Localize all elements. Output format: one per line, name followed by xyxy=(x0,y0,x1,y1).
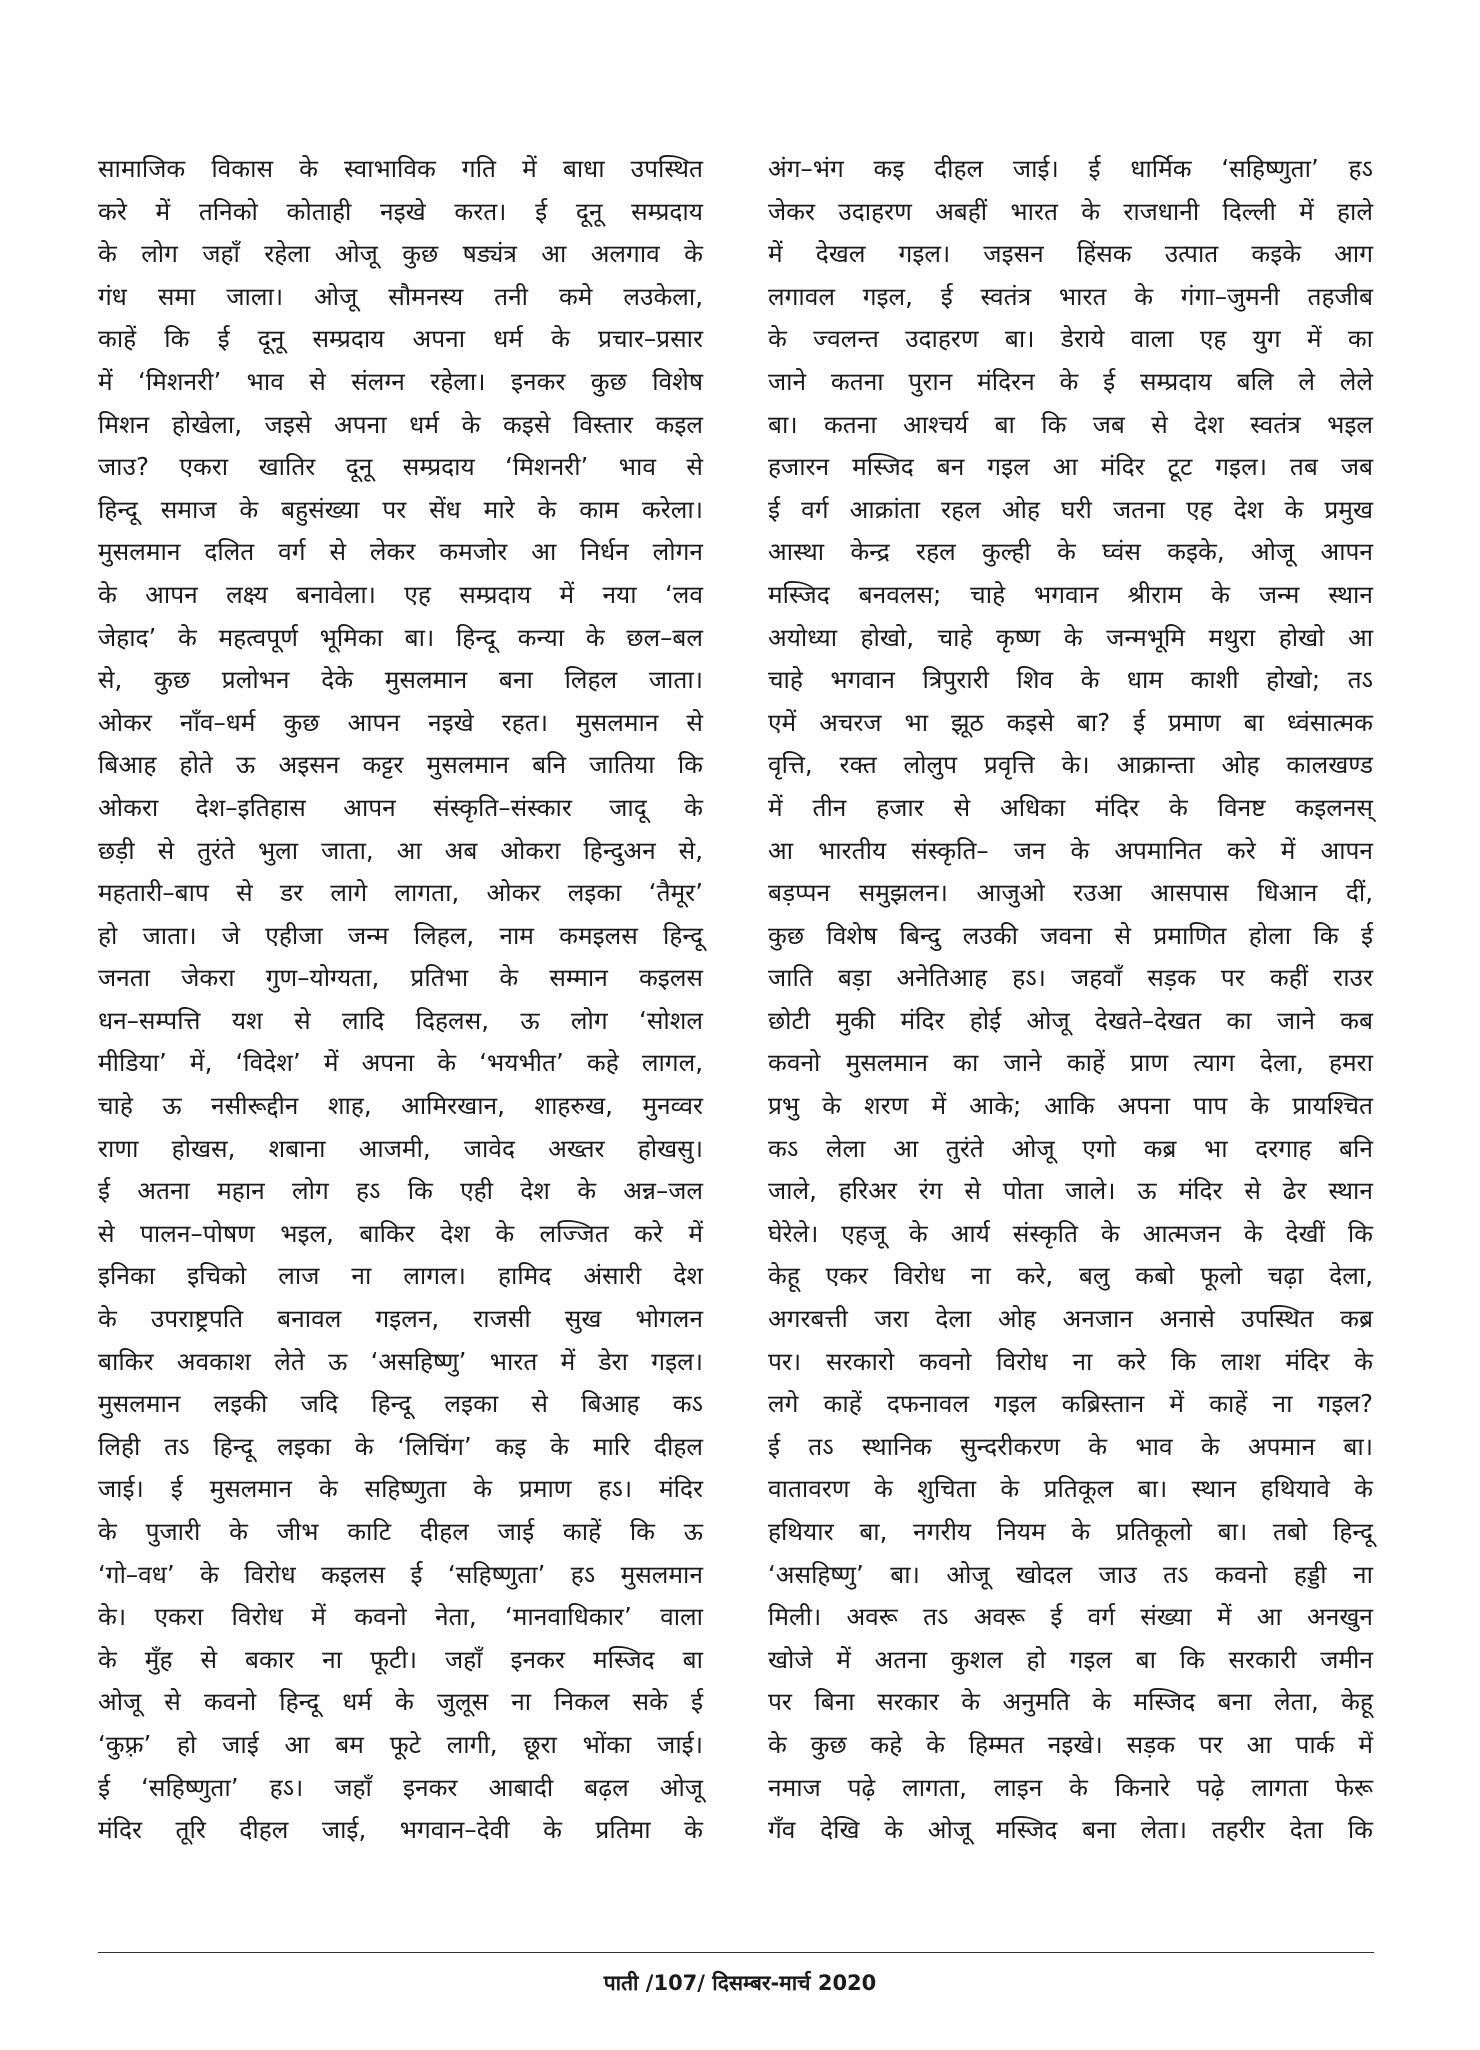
text-line: वृत्ति, रक्त लोलुप प्रवृत्ति के। आक्रान्ता ओह कालखण्ड xyxy=(768,750,1373,780)
text-line: इनिका इचिको लाज ना लागल। हामिद अंसारी देश xyxy=(98,1261,703,1291)
text-line: में देखल गइल। जइसन हिंसक उत्पात कइके आग xyxy=(768,239,1373,269)
text-line: लगे काहें दफनावल गइल कब्रिस्तान में काहें ना गइल? xyxy=(768,1389,1373,1419)
text-line: राणा होखस, शबाना आजमी, जावेद अख्तर होखसु। xyxy=(98,1133,703,1163)
text-line: ओकरा देश–इतिहास आपन संस्कृति–संस्कार जादू के xyxy=(98,792,703,822)
text-line: से पालन–पोषण भइल, बाकिर देश के लज्जित करे में xyxy=(98,1218,703,1248)
text-line: नमाज पढ़े लागता, लाइन के किनारे पढ़े लागता फेरू xyxy=(768,1772,1373,1802)
text-line: जेकर उदाहरण अबहीं भारत के राजधानी दिल्ली में हाले xyxy=(768,196,1373,226)
text-line: काहें कि ई दूनू सम्प्रदाय अपना धर्म के प्रचार–प्रसार xyxy=(98,324,703,354)
text-line: मंदिर तूरि दीहल जाई, भगवान–देवी के प्रतिमा के xyxy=(98,1815,703,1845)
text-line: आस्था केन्द्र रहल कुल्ही के घ्वंस कइके, ओजू आपन xyxy=(768,537,1373,567)
text-line: पर बिना सरकार के अनुमति के मस्जिद बना लेता, केहू xyxy=(768,1687,1373,1717)
text-line: चाहे भगवान त्रिपुरारी शिव के धाम काशी होखो; तऽ xyxy=(768,665,1373,695)
text-line: छड़ी से तुरंते भुला जाता, आ अब ओकरा हिन्दुअन से, xyxy=(98,835,703,865)
text-line: कुछ विशेष बिन्दु लउकी जवना से प्रमाणित होला कि ई xyxy=(768,920,1373,950)
text-line: प्रभु के शरण में आके; आकि अपना पाप के प्रायश्चित xyxy=(768,1091,1373,1121)
text-line: छोटी मुकी मंदिर होई ओजू देखते–देखत का जाने कब xyxy=(768,1005,1373,1035)
text-line: घेरेले। एहजू के आर्य संस्कृति के आत्मजन के देखीं कि xyxy=(768,1218,1373,1248)
text-line: के कुछ कहे के हिम्मत नइखे। सड़क पर आ पार्क में xyxy=(768,1729,1373,1759)
text-line: आ भारतीय संस्कृति– जन के अपमानित करे में आपन xyxy=(768,835,1373,865)
text-line: कवनो मुसलमान का जाने काहें प्राण त्याग देला, हमरा xyxy=(768,1048,1373,1078)
footer-divider xyxy=(98,1952,1374,1953)
text-line: जेहाद’ के महत्वपूर्ण भूमिका बा। हिन्दू कन्या के छल–बल xyxy=(98,622,703,652)
right-text-column xyxy=(768,148,1373,1852)
text-line: ‘गो–वध’ के विरोध कइलस ई ‘सहिष्णुता’ हऽ मुसलमान xyxy=(98,1559,703,1589)
text-line: जनता जेकरा गुण–योग्यता, प्रतिभा के सम्मान कइलस xyxy=(98,963,703,993)
text-line: में तीन हजार से अधिका मंदिर के विनष्ट कइलनस् xyxy=(768,792,1373,822)
text-line: एमें अचरज भा झूठ कइसे बा? ई प्रमाण बा ध्वंसात्मक xyxy=(768,707,1373,737)
text-line: जाने कतना पुरान मंदिरन के ई सम्प्रदाय बलि ले लेले xyxy=(768,366,1373,396)
text-line: चाहे ऊ नसीरूद्दीन शाह, आमिरखान, शाहरुख, मुनव्वर xyxy=(98,1091,703,1121)
text-line: के लोग जहाँ रहेला ओजू कुछ षड्यंत्र आ अलगाव के xyxy=(98,239,703,269)
text-line: ई तऽ स्थानिक सुन्दरीकरण के भाव के अपमान बा। xyxy=(768,1431,1373,1461)
text-line: अयोध्या होखो, चाहे कृष्ण के जन्मभूमि मथुरा होखो आ xyxy=(768,622,1373,652)
text-line: वातावरण के शुचिता के प्रतिकूल बा। स्थान हथियावे के xyxy=(768,1474,1373,1504)
text-line: मिली। अवरू तऽ अवरू ई वर्ग संख्या में आ अनखुन xyxy=(768,1602,1373,1632)
text-line: हजारन मस्जिद बन गइल आ मंदिर टूट गइल। तब जब xyxy=(768,452,1373,482)
text-line: लिही तऽ हिन्दू लइका के ‘लिचिंग’ कइ के मारि दीहल xyxy=(98,1431,703,1461)
text-line: मुसलमान दलित वर्ग से लेकर कमजोर आ निर्धन लोगन xyxy=(98,537,703,567)
text-line: जाति बड़ा अनेतिआह हऽ। जहवाँ सड़क पर कहीं राउर xyxy=(768,963,1373,993)
text-line: जाई। ई मुसलमान के सहिष्णुता के प्रमाण हऽ। मंदिर xyxy=(98,1474,703,1504)
text-line: के आपन लक्ष्य बनावेला। एह सम्प्रदाय में नया ‘लव xyxy=(98,579,703,609)
text-line: के ज्वलन्त उदाहरण बा। डेराये वाला एह युग में का xyxy=(768,324,1373,354)
text-line: ई वर्ग आक्रांता रहल ओह घरी जतना एह देश के प्रमुख xyxy=(768,494,1373,524)
text-line: बाकिर अवकाश लेते ऊ ‘असहिष्णु’ भारत में डेरा गइल। xyxy=(98,1346,703,1376)
text-line: मस्जिद बनवलस; चाहे भगवान श्रीराम के जन्म स्थान xyxy=(768,579,1373,609)
text-line: हो जाता। जे एहीजा जन्म लिहल, नाम कमइलस हिन्दू xyxy=(98,920,703,950)
text-line: जाले, हरिअर रंग से पोता जाले। ऊ मंदिर से ढेर स्थान xyxy=(768,1176,1373,1206)
text-line: के मुँह से बकार ना फूटी। जहाँ इनकर मस्जिद बा xyxy=(98,1644,703,1674)
text-line: के। एकरा विरोध में कवनो नेता, ‘मानवाधिकार’ वाला xyxy=(98,1602,703,1632)
text-line: बिआह होते ऊ अइसन कट्टर मुसलमान बनि जातिया कि xyxy=(98,750,703,780)
text-line: धन–सम्पत्ति यश से लादि दिहलस, ऊ लोग ‘सोशल xyxy=(98,1005,703,1035)
text-line: मिशन होखेला, जइसे अपना धर्म के कइसे विस्तार कइल xyxy=(98,409,703,439)
text-line: ‘असहिष्णु’ बा। ओजू खोदल जाउ तऽ कवनो हड्डी ना xyxy=(768,1559,1373,1589)
left-text-column xyxy=(98,148,703,1852)
text-line: महतारी–बाप से डर लागे लागता, ओकर लइका ‘तैमूर’ xyxy=(98,878,703,908)
text-line: पर। सरकारो कवनो विरोध ना करे कि लाश मंदिर के xyxy=(768,1346,1373,1376)
page-footer: पाती /107/ दिसम्बर-मार्च 2020 xyxy=(603,1971,877,1995)
text-line: लगावल गइल, ई स्वतंत्र भारत के गंगा–जुमनी तहजीब xyxy=(768,281,1373,311)
text-line: से, कुछ प्रलोभन देके मुसलमान बना लिहल जाता। xyxy=(98,665,703,695)
text-line: ई अतना महान लोग हऽ कि एही देश के अन्न–जल xyxy=(98,1176,703,1206)
text-line: केहू एकर विरोध ना करे, बलु कबो फूलो चढ़ा देला, xyxy=(768,1261,1373,1291)
text-line: अगरबत्ती जरा देला ओह अनजान अनासे उपस्थित कब्र xyxy=(768,1304,1373,1334)
text-line: हिन्दू समाज के बहुसंख्या पर सेंध मारे के काम करेला। xyxy=(98,494,703,524)
text-line: जाउ? एकरा खातिर दूनू सम्प्रदाय ‘मिशनरी’ भाव से xyxy=(98,452,703,482)
text-line: बड़प्पन समुझलन। आजुओ रउआ आसपास धिआन दीं, xyxy=(768,878,1373,908)
text-line: गंध समा जाला। ओजू सौमनस्य तनी कमे लउकेला, xyxy=(98,281,703,311)
text-line: अंग–भंग कइ दीहल जाई। ई धार्मिक ‘सहिष्णुता’ हऽ xyxy=(768,154,1373,183)
text-line: गँव देखि के ओजू मस्जिद बना लेता। तहरीर देता कि xyxy=(768,1815,1373,1845)
text-line: सामाजिक विकास के स्वाभाविक गति में बाधा उपस्थित xyxy=(98,154,703,183)
text-line: के उपराष्ट्रपति बनावल गइलन, राजसी सुख भोगलन xyxy=(98,1304,703,1334)
text-line: मुसलमान लइकी जदि हिन्दू लइका से बिआह कऽ xyxy=(98,1389,703,1419)
text-line: ‘कुफ़्र’ हो जाई आ बम फूटे लागी, छूरा भोंका जाई। xyxy=(98,1729,703,1759)
text-line: हथियार बा, नगरीय नियम के प्रतिकूलो बा। तबो हिन्दू xyxy=(768,1517,1373,1546)
text-line: में ‘मिशनरी’ भाव से संलग्न रहेला। इनकर कुछ विशेष xyxy=(98,366,703,396)
text-line: ओजू से कवनो हिन्दू धर्म के जुलूस ना निकल सके ई xyxy=(98,1687,703,1717)
text-line: बा। कतना आश्चर्य बा कि जब से देश स्वतंत्र भइल xyxy=(768,409,1373,439)
text-line: कऽ लेला आ तुरंते ओजू एगो कब्र भा दरगाह बनि xyxy=(768,1133,1373,1163)
text-line: के पुजारी के जीभ काटि दीहल जाई काहें कि ऊ xyxy=(98,1517,703,1546)
text-line: खोजे में अतना कुशल हो गइल बा कि सरकारी जमीन xyxy=(768,1644,1373,1674)
text-line: करे में तनिको कोताही नइखे करत। ई दूनू सम्प्रदाय xyxy=(98,196,703,226)
text-line: ई ‘सहिष्णुता’ हऽ। जहाँ इनकर आबादी बढ़ल ओजू xyxy=(98,1772,703,1802)
text-line: मीडिया’ में, ‘विदेश’ में अपना के ‘भयभीत’ कहे लागल, xyxy=(98,1048,703,1078)
text-line: ओकर नाँव–धर्म कुछ आपन नइखे रहत। मुसलमान से xyxy=(98,707,703,737)
